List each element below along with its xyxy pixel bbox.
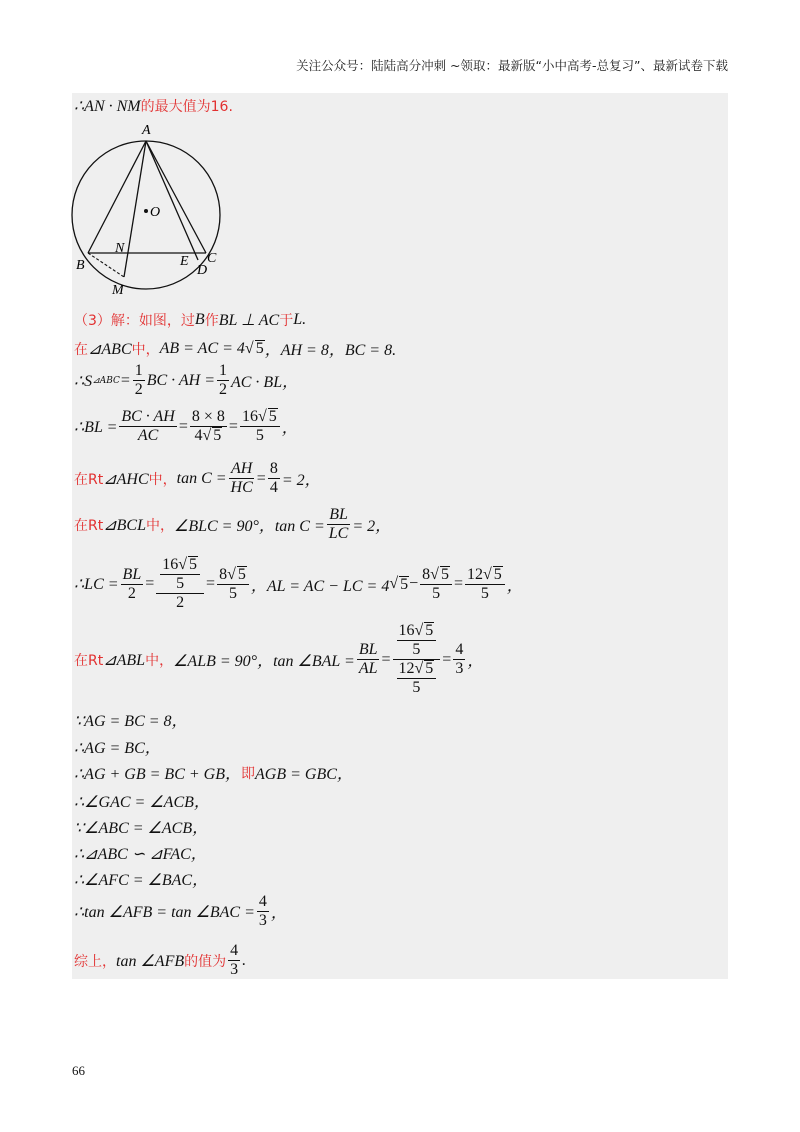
label-c: C <box>207 251 217 266</box>
page-header: 关注公众号：陆陆高分冲刺 ~领取：最新版“小中高考-总复习”、最新试卷下载 <box>296 58 728 73</box>
segment-bm-dashed <box>88 253 124 277</box>
label-d: D <box>197 263 208 278</box>
line-bl-value: ∴BL = $\frac{BC \cdot AH}{AC}$ = $\frac{8 \times 8}{4√ 5}$ = $\frac{16√ 5}{5}$ ， <box>74 408 298 444</box>
label-m: M <box>112 283 124 298</box>
line-similar-triangles: ∴⊿ABC ∽ ⊿FAC， <box>74 846 207 863</box>
circle-triangle-diagram <box>66 120 236 305</box>
label-o: O <box>150 205 161 220</box>
line-afc-bac: ∴∠AFC = ∠BAC， <box>74 872 209 889</box>
center-dot <box>144 209 148 213</box>
line-abc-acb: ∵∠ABC = ∠ACB， <box>74 820 209 837</box>
line-area-formula: ∴S ⊿ABC = $\frac{1}{2}$ BC · AH = $\frac{1}{2}$ AC · BL， <box>74 362 299 398</box>
line-gac-acb: ∴∠GAC = ∠ACB， <box>74 794 210 811</box>
line-arc-ag-bc: ∴AG = BC， <box>74 740 161 757</box>
line-tan-afb: ∴tan ∠AFB = tan ∠BAC = $\frac{4}{3}$ ， <box>74 893 287 929</box>
line-ag-bc: ∵AG = BC = 8， <box>74 713 188 730</box>
line-tan-c-bcl: 在Rt ⊿BCL 中， ∠BLC = 90°，tan C = $\frac{BL}{LC}$ = 2， <box>74 506 392 542</box>
segment-ad <box>146 141 198 260</box>
label-a: A <box>142 123 151 138</box>
label-b: B <box>76 258 85 273</box>
line-tan-bal: 在Rt ⊿ABL 中， ∠ALB = 90°，tan ∠BAL = $\frac{BL}{AL}$ = $\frac{\frac{16√ 5}{5}}{\frac{12√ 5}{5}}$ = $\frac{4}{3}$ ， <box>74 622 484 696</box>
line-tan-c-ahc: 在Rt ⊿AHC 中， tan C = $\frac{AH}{HC}$ = $\frac{8}{4}$ = 2， <box>74 460 321 496</box>
line-lc-al: ∴LC = $\frac{BL}{2}$ = $\frac{\frac{16√ 5}{5}}{2}$ = $\frac{8√ 5}{5}$ ，AL = AC − LC = 4 √ 5 − $\frac{8√ 5}{5}$ = $\frac{12√ 5}{5}$ ， <box>74 556 523 611</box>
page-number: 66 <box>72 1063 85 1078</box>
line-conclusion: 综上， tan ∠AFB 的值为 $\frac{4}{3}$ . <box>74 942 247 978</box>
line-arc-sum: ∴AG + GB = BC + GB， 即 AGB = GBC， <box>74 765 353 783</box>
line-an-nm-max: ∴AN · NM 的最大值为16. <box>74 98 233 115</box>
label-e: E <box>180 254 189 269</box>
label-n: N <box>115 241 125 256</box>
segment-ac <box>146 141 206 253</box>
line-solution-3: （3）解：如图，过 B 作 BL ⊥ AC 于 L. <box>74 311 307 329</box>
line-triangle-abc: 在 ⊿ABC 中， AB = AC = 4 √ 5 ，AH = 8，BC = 8. <box>74 339 397 359</box>
